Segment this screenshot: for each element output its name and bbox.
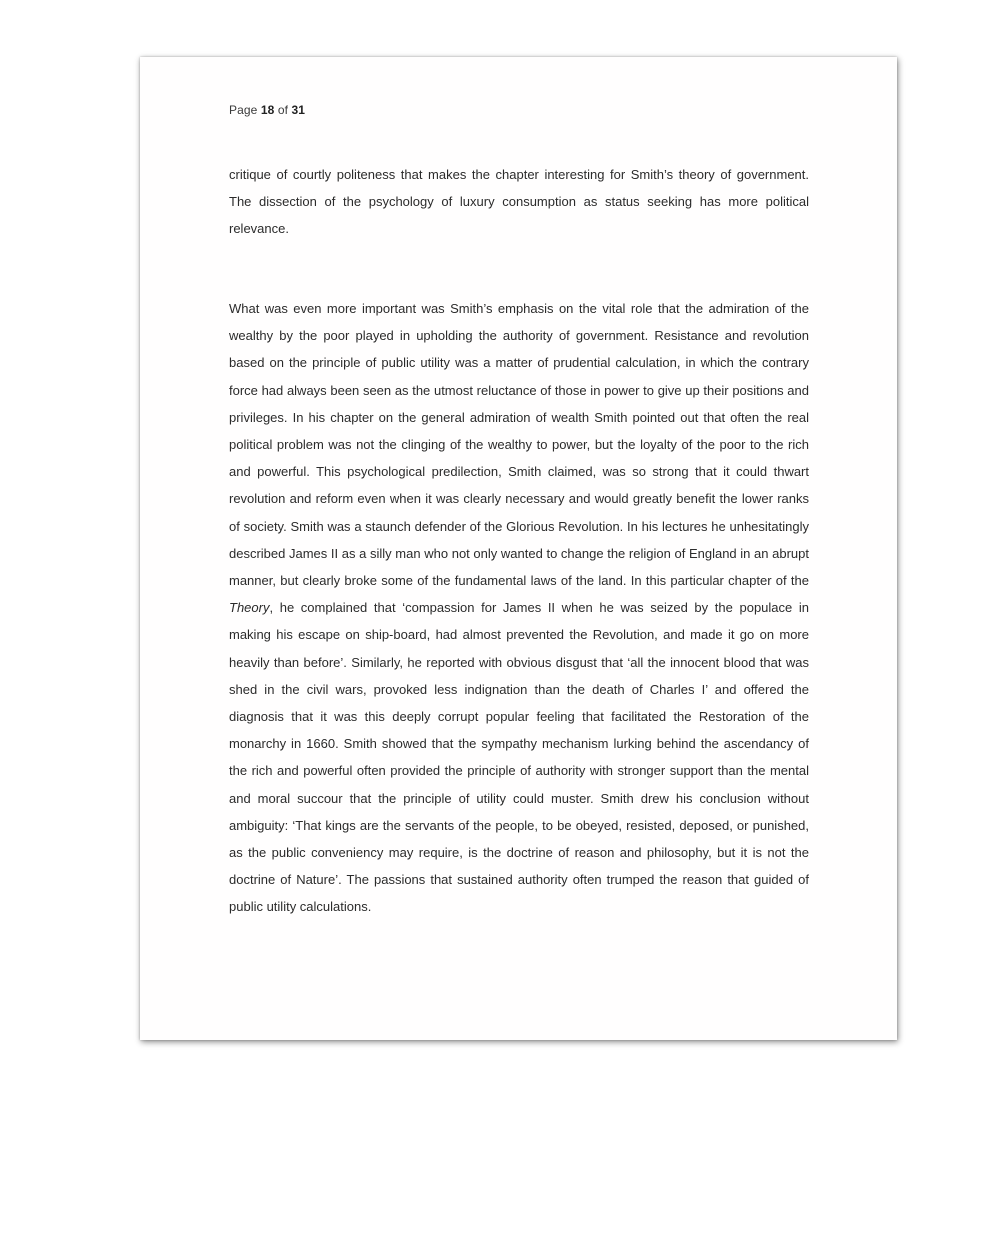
- paragraph-2-text-part1: What was even more important was Smith’s emphasis on the vital role that the admiration of the wealthy by the poor played in upholding the authority of government. Resistance and revolution based on the principle of public utility was a matter of prudential calculation, in which the contrary force had always been seen as the utmost reluctance of those in power to give up their positions and privileges. In his chapter on the general admiration of wealth Smith pointed out that often the real political problem was not the clinging of the wealthy to power, but the loyalty of the poor to the rich and powerful. This psychological predilection, Smith claimed, was so strong that it could thwart revolution and reform even when it was clearly necessary and would greatly benefit the lower ranks of society. Smith was a staunch defender of the Glorious Revolution. In his lectures he unhesitatingly described James II as a silly man who not only wanted to change the religion of England in an abrupt manner, but clearly broke some of the fundamental laws of the land. In this particular chapter of the: [229, 301, 809, 589]
- document-page: [140, 57, 897, 1040]
- paragraph-2: [229, 295, 809, 921]
- paragraph-2-italic-title: Theory: [229, 600, 270, 616]
- page-label: Page: [229, 103, 258, 117]
- paragraph-2-text-part2: , he complained that ‘compassion for James II when he was seized by the populace in making his escape on ship-board, had almost prevented the Revolution, and made it go on more heavily than before’. Similarly, he reported with obvious disgust that ‘all the innocent blood that was shed in the civil wars, provoked less indignation than the death of Charles I’ and offered the diagnosis that it was this deeply corrupt popular feeling that facilitated the Restoration of the monarchy in 1660. Smith showed that the sympathy mechanism lurking behind the ascendancy of the rich and powerful often provided the principle of authority with stronger support than the mental and moral succour that the principle of utility could muster. Smith drew his conclusion without ambiguity: ‘That kings are the servants of the people, to be obeyed, resisted, deposed, or punished, as the public conveniency may require, is the doctrine of reason and philosophy, but it is not the doctrine of Nature’. The passions that sustained authority often trumped the reason that guided of public utility calculations.: [229, 600, 809, 915]
- page-of-label: of: [277, 103, 289, 117]
- current-page-number: 18: [260, 103, 275, 117]
- page-number-header: [229, 103, 305, 117]
- paragraph-1-text: critique of courtly politeness that makes the chapter interesting for Smith’s theory of government. The dissection of the psychology of luxury consumption as status seeking has more political relevance.: [229, 167, 809, 237]
- paragraph-1: [229, 161, 809, 243]
- total-pages-number: 31: [291, 103, 306, 117]
